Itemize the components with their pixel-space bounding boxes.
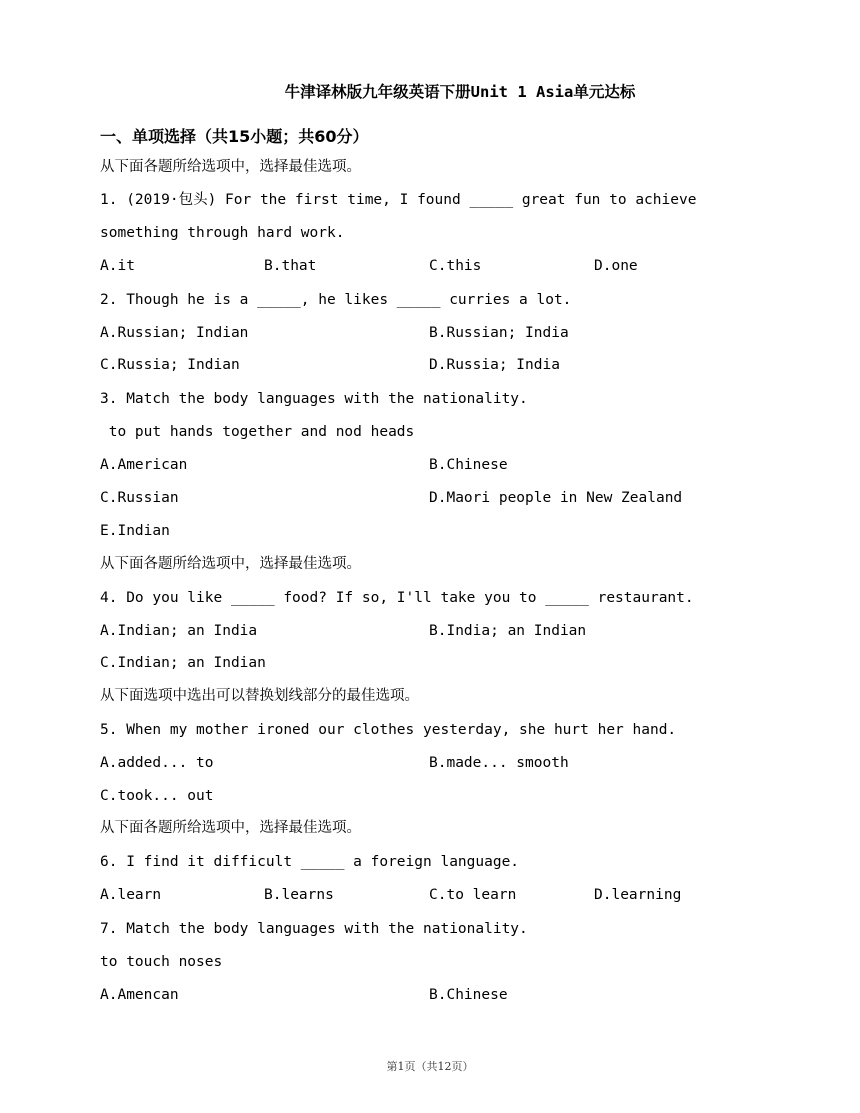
question-4-option-a: A.Indian; an India: [100, 623, 258, 639]
instruction-text: 从下面各题所给选项中，选择最佳选项。: [100, 556, 361, 572]
question-7-prompt: to touch noses: [100, 954, 223, 970]
question-6-stem: 6. I find it difficult _____ a foreign language.: [100, 854, 520, 870]
question-5-option-b: B.made... smooth: [429, 755, 569, 771]
instruction-text: 从下面选项中选出可以替换划线部分的最佳选项。: [100, 688, 419, 704]
question-1-stem-continued: something through hard work.: [100, 225, 345, 241]
question-2-option-b: B.Russian; India: [429, 325, 569, 341]
question-2-stem: 2. Though he is a _____, he likes _____ curries a lot.: [100, 292, 572, 308]
question-2-option-a: A.Russian; Indian: [100, 325, 249, 341]
section-heading: 一、单项选择（共15小题；共60分）: [100, 127, 369, 146]
question-7-option-b: B.Chinese: [429, 987, 508, 1003]
question-4-option-c: C.Indian; an Indian: [100, 655, 266, 671]
question-5-stem: 5. When my mother ironed our clothes yesterday, she hurt her hand.: [100, 722, 677, 738]
question-1-option-d: D.one: [594, 258, 638, 274]
question-4-stem: 4. Do you like _____ food? If so, I'll take you to _____ restaurant.: [100, 590, 694, 606]
question-1-option-a: A.it: [100, 258, 135, 274]
question-3-prompt: to put hands together and nod heads: [100, 424, 415, 440]
question-4-option-b: B.India; an Indian: [429, 623, 587, 639]
question-2-option-d: D.Russia; India: [429, 357, 560, 373]
question-6-option-b: B.learns: [264, 887, 334, 903]
question-3-option-c: C.Russian: [100, 490, 179, 506]
question-7-option-a: A.Amencan: [100, 987, 179, 1003]
question-3-option-b: B.Chinese: [429, 457, 508, 473]
question-6-option-a: A.learn: [100, 887, 162, 903]
question-3-stem: 3. Match the body languages with the nationality.: [100, 391, 528, 407]
page-footer: 第1页（共12页）: [386, 1060, 474, 1073]
question-6-option-c: C.to learn: [429, 887, 517, 903]
question-3-option-d: D.Maori people in New Zealand: [429, 490, 683, 506]
question-2-option-c: C.Russia; Indian: [100, 357, 240, 373]
question-1-option-b: B.that: [264, 258, 317, 274]
question-1-option-c: C.this: [429, 258, 482, 274]
question-5-option-c: C.took... out: [100, 788, 214, 804]
document-title: 牛津译林版九年级英语下册Unit 1 Asia单元达标: [284, 83, 636, 101]
instruction-text: 从下面各题所给选项中，选择最佳选项。: [100, 159, 361, 175]
question-5-option-a: A.added... to: [100, 755, 214, 771]
instruction-text: 从下面各题所给选项中，选择最佳选项。: [100, 820, 361, 836]
question-3-option-e: E.Indian: [100, 523, 170, 539]
question-6-option-d: D.learning: [594, 887, 682, 903]
question-3-option-a: A.American: [100, 457, 188, 473]
question-7-stem: 7. Match the body languages with the nationality.: [100, 921, 528, 937]
question-1-stem: 1. (2019·包头) For the first time, I found _____ great fun to achieve: [100, 192, 697, 208]
